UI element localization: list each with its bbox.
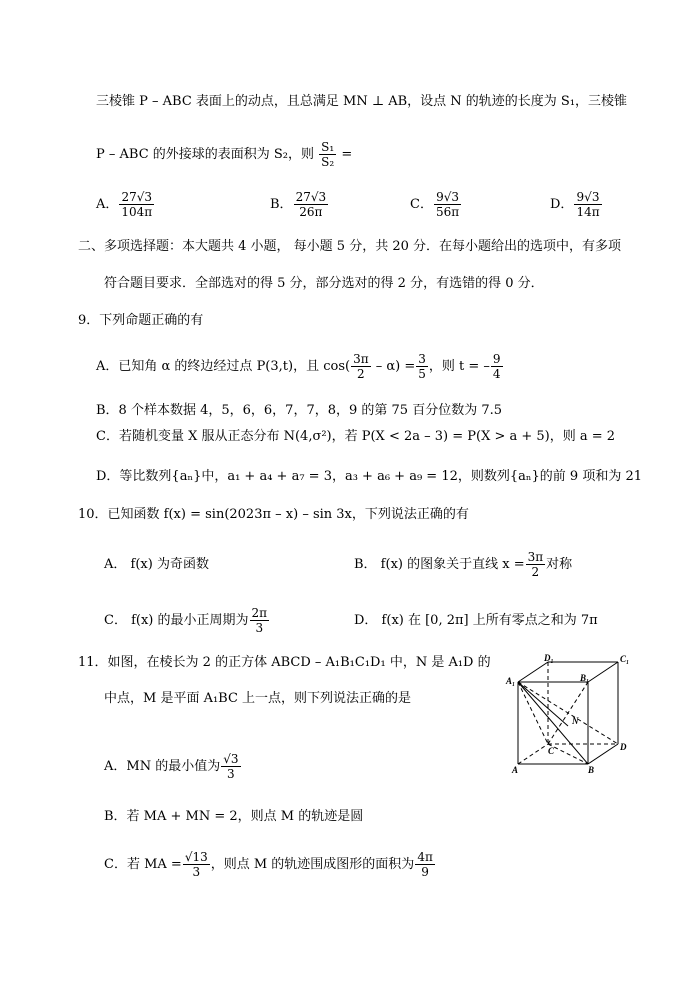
section2-heading-line2: 符合题目要求．全部选对的得 5 分，部分选对的得 2 分，有选错的得 0 分．: [104, 276, 544, 291]
label-b: B: [588, 765, 595, 774]
q8-option-d-den: 14π: [576, 205, 600, 219]
label-d: D: [620, 742, 627, 752]
q8-option-c-label: C．: [410, 197, 433, 212]
section2-heading-line1: 二、多项选择题：本大题共 4 小题， 每小题 5 分，共 20 分．在每小题给出的选项中，有多项: [78, 239, 622, 254]
q8-stem-line1: 三棱锥 P – ABC 表面上的动点，且总满足 MN ⊥ AB，设点 N 的轨迹的长度为 S₁，三棱锥: [96, 94, 628, 109]
q11-c-f2-den: 9: [415, 864, 435, 879]
q8-eq: =: [341, 147, 353, 162]
q9-a-f2-num: 3: [418, 352, 426, 366]
q9-stem: 9．下列命题正确的有: [78, 313, 204, 328]
segment-a1-n: [518, 682, 568, 726]
q9-option-b: B．8 个样本数据 4，5，6，6，7，7，8，9 的第 75 百分位数为 7.5: [96, 403, 503, 418]
q10-option-d: D． f(x) 在 [0, 2π] 上所有零点之和为 7π: [354, 613, 598, 628]
label-n: N: [572, 716, 579, 726]
q11-c-pre: C．若 MA =: [104, 857, 182, 872]
q8-option-b: [270, 190, 329, 219]
label-b1: B₁: [580, 673, 590, 683]
cube-figure: [504, 652, 644, 774]
q9-a-f3-num: 9: [492, 352, 501, 366]
q8-option-b-num: 27√3: [295, 190, 327, 204]
q8-option-a: [96, 190, 155, 219]
q10-c-pre: C． f(x) 的最小正周期为: [104, 613, 249, 628]
q10-option-b: [354, 550, 572, 579]
hidden-c-b1: [548, 682, 588, 744]
label-c1: C₁: [620, 654, 630, 664]
q9-a-frac3: [491, 352, 503, 381]
q8-option-c-num: 9√3: [436, 190, 459, 204]
q8-option-a-num: 27√3: [121, 190, 153, 204]
label-c: C: [548, 746, 555, 756]
q8-option-a-den: 104π: [121, 205, 153, 219]
q10-option-c: [104, 606, 270, 635]
q9-a-f2-den: 5: [418, 367, 426, 381]
q9-a-frac1: [351, 352, 371, 381]
q9-a-f1-num: 3π: [353, 352, 369, 366]
q11-a-den: 3: [221, 766, 240, 781]
q8-ratio-den: S₂: [321, 155, 335, 169]
q11-a-num: √3: [223, 752, 239, 766]
q11-c-frac1: [183, 850, 210, 879]
q11-option-b: B．若 MA + MN = 2，则点 M 的轨迹是圆: [104, 809, 364, 824]
q11-a-frac: [221, 752, 240, 781]
q11-stem-line2: 中点，M 是平面 A₁BC 上一点，则下列说法正确的是: [104, 691, 412, 706]
q8-option-c-frac: [434, 190, 461, 219]
q8-ratio-num: S₁: [321, 140, 335, 154]
label-a1: A₁: [506, 676, 516, 686]
q9-a-frac2: [416, 352, 428, 381]
q8-option-d: [550, 190, 603, 219]
q11-c-f1-num: √13: [184, 850, 208, 864]
q11-c-f1-den: 3: [183, 864, 210, 879]
q10-c-den: 3: [250, 620, 270, 635]
label-a: A: [512, 765, 519, 774]
q8-ratio-fraction: [319, 140, 336, 169]
edge-a1-d1: [518, 662, 548, 682]
q9-option-a: [96, 352, 504, 381]
q8-option-b-label: B．: [270, 197, 293, 212]
edge-b1-c1: [588, 662, 618, 682]
q8-option-d-frac: [574, 190, 601, 219]
q10-b-den: 2: [526, 564, 546, 579]
q8-stem-line2: [96, 140, 352, 169]
q10-c-num: 2π: [251, 606, 268, 620]
q8-option-a-label: A．: [96, 197, 119, 212]
q9-a-pre: A．已知角 α 的终边经过点 P(3,t)，且 cos(: [96, 359, 351, 374]
q9-a-f1-den: 2: [351, 366, 371, 381]
q11-c-mid: ，则点 M 的轨迹围成图形的面积为: [210, 857, 415, 872]
q10-b-num: 3π: [527, 550, 544, 564]
edge-b-d: [588, 744, 618, 764]
q8-stem-line2-text: P – ABC 的外接球的表面积为 S₂，则: [96, 147, 315, 162]
label-d1: D₁: [544, 653, 554, 663]
q8-option-b-frac: [294, 190, 329, 219]
q10-b-post: 对称: [546, 557, 573, 572]
q11-option-c: [104, 850, 436, 879]
q8-option-c-den: 56π: [435, 205, 460, 219]
q10-c-frac: [250, 606, 270, 635]
q11-option-a: [104, 752, 242, 781]
q9-a-mid: – α) =: [371, 359, 416, 374]
q9-option-c: C．若随机变量 X 服从正态分布 N(4,σ²)，若 P(X < 2a – 3) = P(X > a + 5)，则 a = 2: [96, 429, 616, 444]
q9-a-f3-den: 4: [492, 367, 501, 381]
hidden-edge-a-c: [518, 744, 548, 764]
q8-option-b-den: 26π: [294, 204, 329, 219]
q8-option-d-label: D．: [550, 197, 574, 212]
q11-c-f2-num: 4π: [417, 850, 433, 864]
q11-c-frac2: [415, 850, 435, 879]
q10-option-a: A． f(x) 为奇函数: [104, 557, 209, 572]
q9-option-d: D．等比数列{aₙ}中，a₁ + a₄ + a₇ = 3，a₃ + a₆ + a₉ = 12，则数列{aₙ}的前 9 项和为 21: [96, 469, 642, 484]
q10-b-frac: [526, 550, 546, 579]
q8-option-c: [410, 190, 462, 219]
q8-option-a-frac: [119, 190, 154, 219]
q8-option-d-num: 9√3: [576, 190, 600, 204]
q10-b-pre: B． f(x) 的图象关于直线 x =: [354, 557, 525, 572]
q9-a-post: ，则 t = –: [428, 359, 490, 374]
q11-stem-line1: 11．如图，在棱长为 2 的正方体 ABCD – A₁B₁C₁D₁ 中，N 是 A₁D 的: [78, 655, 491, 670]
q11-a-pre: A．MN 的最小值为: [104, 759, 221, 774]
q10-stem: 10．已知函数 f(x) = sin(2023π – x) – sin 3x，下列说法正确的有: [78, 507, 469, 522]
